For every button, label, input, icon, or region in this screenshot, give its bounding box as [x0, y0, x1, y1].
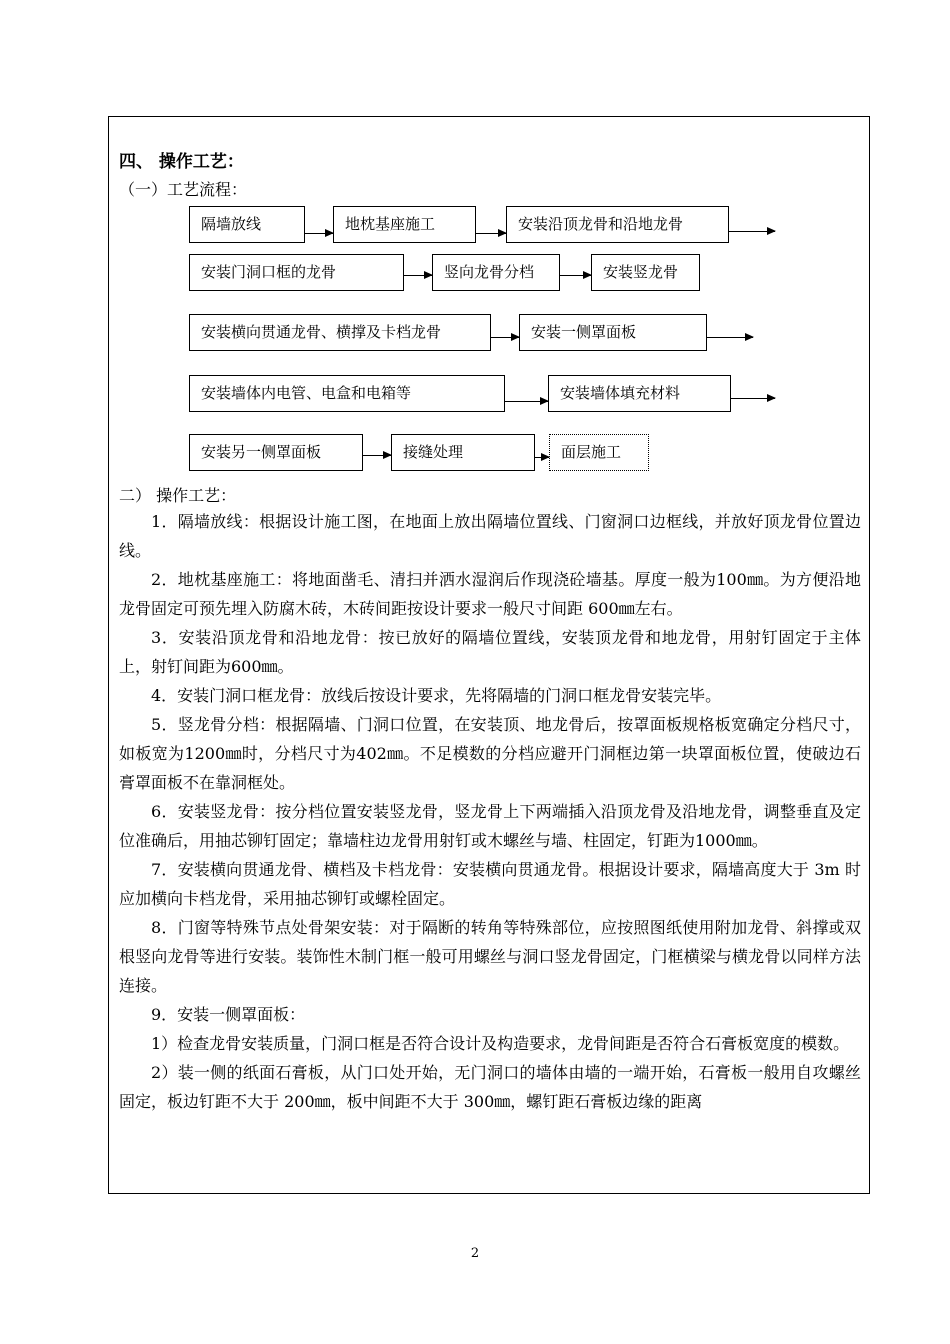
paragraph: 2．地枕基座施工：将地面凿毛、清扫并洒水湿润后作现浇砼墙基。厚度一般为100㎜。为方便沿地龙骨固定可预先埋入防腐木砖，木砖间距按设计要求一般尺寸间距 600㎜左右。 [119, 570, 861, 618]
paragraph: 8．门窗等特殊节点处骨架安装：对于隔断的转角等特殊部位，应按照图纸使用附加龙骨、斜撑或双根竖向龙骨等进行安装。装饰性木制门框一般可用螺丝与洞口竖龙骨固定，门框横梁与横龙骨以同样方法连接。 [119, 918, 861, 995]
paragraph: 3．安装沿顶龙骨和沿地龙骨：按已放好的隔墙位置线，安装顶龙骨和地龙骨，用射钉固定于主体上，射钉间距为600㎜。 [119, 628, 861, 676]
flow-box-insulation: 安装墙体填充材料 [548, 375, 731, 412]
paragraph: 5．竖龙骨分档：根据隔墙、门洞口位置，在安装顶、地龙骨后，按罩面板规格板宽确定分档尺寸，如板宽为1200㎜时，分档尺寸为402㎜。不足模数的分档应避开门洞框边第一块罩面板位置，使破边石膏罩面板不在靠洞框处。 [119, 715, 861, 792]
paragraph: 4．安装门洞口框龙骨：放线后按设计要求，先将隔墙的门洞口框龙骨安装完毕。 [151, 686, 722, 705]
content-frame [108, 116, 870, 1194]
flow-box-keel-spacing: 竖向龙骨分档 [432, 254, 560, 291]
flow-box-top-bottom-keel: 安装沿顶龙骨和沿地龙骨 [506, 206, 729, 243]
page-number: 2 [470, 1246, 480, 1261]
flow-arrow [476, 233, 506, 234]
ops-body [119, 507, 861, 1116]
flow-box-vertical-keel: 安装竖龙骨 [591, 254, 700, 291]
flow-arrow [731, 398, 775, 399]
flow-arrow [363, 455, 391, 456]
flow-box-horizontal-keel: 安装横向贯通龙骨、横撑及卡档龙骨 [189, 314, 491, 351]
paragraph: 9．安装一侧罩面板： [151, 1005, 306, 1024]
flow-box-base: 地枕基座施工 [333, 206, 476, 243]
flow-arrow [491, 337, 519, 338]
section-heading: 四、 操作工艺： [119, 152, 244, 172]
flow-box-finish-layer: 面层施工 [549, 434, 649, 471]
paragraph: 1）检查龙骨安装质量，门洞口框是否符合设计及构造要求，龙骨间距是否符合石膏板宽度的模数。 [151, 1034, 850, 1053]
flow-heading: （一）工艺流程： [119, 180, 248, 199]
paragraph: 6．安装竖龙骨：按分档位置安装竖龙骨，竖龙骨上下两端插入沿顶龙骨及沿地龙骨，调整垂直及定位准确后，用抽芯铆钉固定；靠墙柱边龙骨用射钉或木螺丝与墙、柱固定，钉距为1000㎜。 [119, 802, 861, 850]
flow-arrow [505, 401, 548, 402]
flow-arrow [535, 457, 549, 458]
flow-box-electrical: 安装墙体内电管、电盒和电箱等 [189, 375, 505, 412]
flow-box-door-frame-keel: 安装门洞口框的龙骨 [189, 254, 404, 291]
flow-arrow [707, 337, 753, 338]
flow-arrow [729, 231, 775, 232]
flow-box-joint-treatment: 接缝处理 [391, 434, 535, 471]
flow-arrow [560, 275, 591, 276]
paragraph: 2）装一侧的纸面石膏板，从门口处开始，无门洞口的墙体由墙的一端开始，石膏板一般用自攻螺丝固定，板边钉距不大于 200㎜，板中间距不大于 300㎜，螺钉距石膏板边缘的距离 [119, 1063, 861, 1111]
paragraph: 1．隔墙放线：根据设计施工图，在地面上放出隔墙位置线、门窗洞口边框线，并放好顶龙骨位置边线。 [119, 512, 861, 560]
ops-heading: 二） 操作工艺： [119, 486, 237, 505]
flow-arrow [404, 275, 432, 276]
flow-box-partition-layout: 隔墙放线 [189, 206, 305, 243]
flow-box-other-side-panel: 安装另一侧罩面板 [189, 434, 363, 471]
flow-arrow [305, 233, 333, 234]
flow-box-one-side-panel: 安装一侧罩面板 [519, 314, 707, 351]
paragraph: 7．安装横向贯通龙骨、横档及卡档龙骨：安装横向贯通龙骨。根据设计要求，隔墙高度大于 3m 时应加横向卡档龙骨，采用抽芯铆钉或螺栓固定。 [119, 860, 861, 908]
